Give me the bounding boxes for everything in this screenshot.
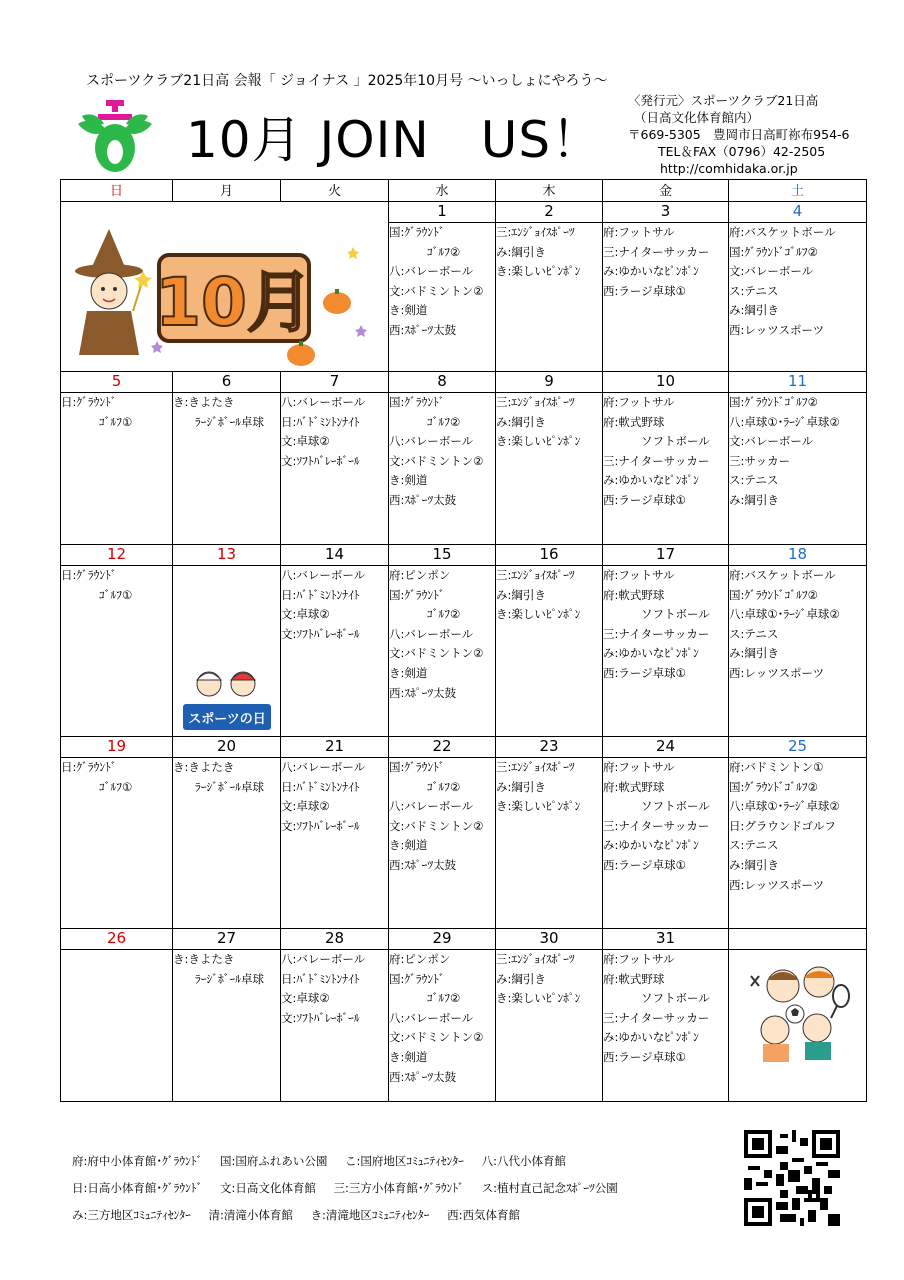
event-item: ﾗｰｼﾞﾎﾞｰﾙ卓球 <box>195 414 264 429</box>
event-item: み:綱引き <box>496 971 546 986</box>
october-witch-illustration <box>61 207 377 367</box>
day-events-cell <box>281 393 389 545</box>
event-item: 国:ｸﾞﾗｳﾝﾄﾞ <box>389 760 445 774</box>
newsletter-subtitle: スポーツクラブ21日高 会報「 ジョイナス 」2025年10月号 ～いっしょにやろう～ <box>86 73 608 89</box>
event-item: ス:テニス <box>729 838 779 853</box>
event-item: み:ゆかいなﾋﾟﾝﾎﾟﾝ <box>603 646 699 661</box>
event-item: 西:ラージ卓球① <box>603 283 686 298</box>
event-item: 府:フットサル <box>603 760 675 774</box>
event-item: き:きよたき <box>173 952 235 966</box>
event-item: 文:バレーボール <box>729 434 814 449</box>
date-number: 9 <box>496 372 603 393</box>
event-item: 日:ﾊﾞﾄﾞﾐﾝﾄﾝﾅｲﾄ <box>281 587 360 602</box>
event-item: 日:ｸﾞﾗｳﾝﾄﾞ <box>61 760 117 774</box>
event-item: 文:バドミントン② <box>389 453 484 468</box>
event-item: み:綱引き <box>729 646 779 661</box>
publisher-line: （日高文化体育館内） <box>634 110 760 125</box>
event-item: 日:ｸﾞﾗｳﾝﾄﾞ <box>61 395 117 409</box>
event-item: 国:ｸﾞﾗｳﾝﾄﾞｺﾞﾙﾌ② <box>729 587 818 602</box>
event-item: 文:卓球② <box>281 991 330 1006</box>
date-number: 10 <box>603 372 729 393</box>
event-item: 府:軟式野球 <box>603 971 665 986</box>
event-item: ｺﾞﾙﾌ② <box>427 991 461 1006</box>
date-number: 19 <box>61 737 173 758</box>
date-number: 5 <box>61 372 173 393</box>
calendar-table <box>60 179 867 1102</box>
event-item: 三:ナイターサッカー <box>603 453 710 468</box>
event-item: き:楽しいﾋﾟﾝﾎﾟﾝ <box>496 991 581 1006</box>
event-item: 西:ラージ卓球① <box>603 1049 686 1064</box>
date-number: 2 <box>496 202 603 223</box>
event-item: 八:卓球①･ﾗｰｼﾞ卓球② <box>729 607 840 622</box>
legend-item: 日:日高小体育館･ｸﾞﾗｳﾝﾄﾞ <box>72 1181 203 1195</box>
event-item: 府:軟式野球 <box>603 587 665 602</box>
event-item: き:楽しいﾋﾟﾝﾎﾟﾝ <box>496 434 581 449</box>
event-item: き:きよたき <box>173 395 235 409</box>
day-events-cell <box>61 950 173 1102</box>
sports-day-label: スポーツの日 <box>187 712 266 727</box>
intro-image-cell <box>61 202 389 372</box>
day-events-cell <box>729 393 867 545</box>
date-number <box>729 929 867 950</box>
day-events-cell <box>496 223 603 372</box>
date-number: 23 <box>496 737 603 758</box>
event-item: 西:ｽﾎﾟｰﾂ太鼓 <box>389 492 457 507</box>
event-item: 三:サッカー <box>729 453 791 468</box>
event-item: み:綱引き <box>729 303 779 318</box>
date-number: 11 <box>729 372 867 393</box>
weekday-fri: 金 <box>603 180 729 202</box>
date-number: 14 <box>281 545 389 566</box>
date-row <box>61 545 867 566</box>
event-item: 三:ナイターサッカー <box>603 626 710 641</box>
event-item: 八:バレーボール <box>389 434 474 449</box>
day-events-cell <box>173 950 281 1102</box>
event-item: き:剣道 <box>389 1049 428 1064</box>
event-item: 府:バスケットボール <box>729 568 836 582</box>
date-number: 25 <box>729 737 867 758</box>
date-number: 31 <box>603 929 729 950</box>
event-item: み:ゆかいなﾋﾟﾝﾎﾟﾝ <box>603 838 699 853</box>
event-item: 三:ｴﾝｼﾞｮｲｽﾎﾟｰﾂ <box>496 395 575 409</box>
event-item: ソフトボール <box>641 434 710 449</box>
event-item: 三:ｴﾝｼﾞｮｲｽﾎﾟｰﾂ <box>496 225 575 239</box>
event-item: 文:卓球② <box>281 434 330 449</box>
weekday-tue: 火 <box>281 180 389 202</box>
event-item: き:楽しいﾋﾟﾝﾎﾟﾝ <box>496 799 581 814</box>
date-number: 22 <box>389 737 496 758</box>
event-item: ソフトボール <box>641 607 710 622</box>
day-events-cell <box>389 758 496 929</box>
day-events-cell <box>603 950 729 1102</box>
weekday-thu: 木 <box>496 180 603 202</box>
date-number: 29 <box>389 929 496 950</box>
date-number: 12 <box>61 545 173 566</box>
event-item: 日:ﾊﾞﾄﾞﾐﾝﾄﾝﾅｲﾄ <box>281 779 360 794</box>
date-number: 15 <box>389 545 496 566</box>
date-number: 27 <box>173 929 281 950</box>
day-events-cell <box>281 950 389 1102</box>
day-events-cell <box>389 566 496 737</box>
day-events-cell <box>173 758 281 929</box>
day-events-cell <box>281 758 389 929</box>
event-item: ｺﾞﾙﾌ② <box>427 244 461 259</box>
event-item: み:ゆかいなﾋﾟﾝﾎﾟﾝ <box>603 473 699 488</box>
date-number: 7 <box>281 372 389 393</box>
publisher-line: 〈発行元〉スポーツクラブ21日高 <box>628 93 819 108</box>
event-item: 西:ラージ卓球① <box>603 857 686 872</box>
date-number: 30 <box>496 929 603 950</box>
legend-item: こ:国府地区ｺﾐｭﾆﾃｨｾﾝﾀｰ <box>345 1154 464 1168</box>
event-item: 西:ラージ卓球① <box>603 665 686 680</box>
weekday-header-row <box>61 180 867 202</box>
event-item: 三:ナイターサッカー <box>603 1010 710 1025</box>
event-item: 府:フットサル <box>603 225 675 239</box>
event-item: 文:卓球② <box>281 799 330 814</box>
event-item: き:剣道 <box>389 838 428 853</box>
event-item: 西:ｽﾎﾟｰﾂ太鼓 <box>389 1069 457 1084</box>
event-item: 文:バドミントン② <box>389 1030 484 1045</box>
event-item: み:綱引き <box>496 587 546 602</box>
event-item: 文:バドミントン② <box>389 283 484 298</box>
event-item: 府:フットサル <box>603 395 675 409</box>
event-item: 西:ラージ卓球① <box>603 492 686 507</box>
publisher-url[interactable]: http://comhidaka.or.jp <box>660 161 798 176</box>
date-row <box>61 737 867 758</box>
legend-item: 三:三方小体育館･ｸﾞﾗｳﾝﾄﾞ <box>333 1181 464 1195</box>
day-events-cell <box>281 566 389 737</box>
legend-item: み:三方地区ｺﾐｭﾆﾃｨｾﾝﾀｰ <box>72 1208 191 1222</box>
event-item: み:綱引き <box>496 244 546 259</box>
legend-item: 国:国府ふれあい公園 <box>220 1154 328 1168</box>
date-number: 16 <box>496 545 603 566</box>
day-events-cell <box>496 950 603 1102</box>
legend-item: 府:府中小体育館･ｸﾞﾗｳﾝﾄﾞ <box>72 1154 203 1168</box>
event-item: 文:バドミントン② <box>389 818 484 833</box>
event-item: 日:グラウンドゴルフ <box>729 818 836 833</box>
legend-row <box>72 1202 632 1229</box>
day-events-cell <box>603 393 729 545</box>
event-item: 西:ｽﾎﾟｰﾂ太鼓 <box>389 857 457 872</box>
event-item: 日:ﾊﾞﾄﾞﾐﾝﾄﾝﾅｲﾄ <box>281 414 360 429</box>
day-events-cell <box>496 566 603 737</box>
date-number: 28 <box>281 929 389 950</box>
day-events-cell <box>173 393 281 545</box>
day-events-cell <box>603 223 729 372</box>
legend-item: き:清滝地区ｺﾐｭﾆﾃｨｾﾝﾀｰ <box>310 1208 430 1222</box>
event-item: 国:ｸﾞﾗｳﾝﾄﾞ <box>389 225 445 239</box>
day-events-cell <box>389 393 496 545</box>
legend-item: ス:植村直己記念ｽﾎﾟｰﾂ公園 <box>481 1181 618 1195</box>
date-row <box>61 372 867 393</box>
day-events-cell <box>61 758 173 929</box>
day-events-cell <box>729 950 867 1102</box>
event-item: ス:テニス <box>729 283 779 298</box>
day-events-cell <box>61 393 173 545</box>
day-events-cell <box>496 393 603 545</box>
event-item: 日:ｸﾞﾗｳﾝﾄﾞ <box>61 568 117 582</box>
event-item: ﾗｰｼﾞﾎﾞｰﾙ卓球 <box>195 779 264 794</box>
event-item: 府:バスケットボール <box>729 225 836 239</box>
date-number: 17 <box>603 545 729 566</box>
event-item: 府:バドミントン① <box>729 760 824 774</box>
event-item: ソフトボール <box>641 799 710 814</box>
event-item: み:ゆかいなﾋﾟﾝﾎﾟﾝ <box>603 264 699 279</box>
event-item: 西:ｽﾎﾟｰﾂ太鼓 <box>389 685 457 700</box>
event-item: 国:ｸﾞﾗｳﾝﾄﾞ <box>389 395 445 409</box>
date-number: 18 <box>729 545 867 566</box>
event-item: ﾗｰｼﾞﾎﾞｰﾙ卓球 <box>195 971 264 986</box>
event-item: み:綱引き <box>729 492 779 507</box>
event-item: 府:フットサル <box>603 568 675 582</box>
date-number: 21 <box>281 737 389 758</box>
event-item: 府:フットサル <box>603 952 675 966</box>
event-item: 国:ｸﾞﾗｳﾝﾄﾞｺﾞﾙﾌ② <box>729 244 818 259</box>
event-item: 国:ｸﾞﾗｳﾝﾄﾞ <box>389 971 445 986</box>
date-number: 20 <box>173 737 281 758</box>
event-item: 府:軟式野球 <box>603 779 665 794</box>
events-row <box>61 758 867 929</box>
october-big-text: 10月 <box>155 263 313 341</box>
event-item: 府:軟式野球 <box>603 414 665 429</box>
event-item: き:楽しいﾋﾟﾝﾎﾟﾝ <box>496 264 581 279</box>
event-item: 文:ｿﾌﾄﾊﾞﾚｰﾎﾞｰﾙ <box>281 1010 360 1025</box>
publisher-info <box>628 92 850 177</box>
qr-code-icon[interactable] <box>744 1130 840 1226</box>
event-item: ｺﾞﾙﾌ① <box>99 414 133 429</box>
event-item: 府:ピンポン <box>389 568 451 582</box>
date-number: 1 <box>389 202 496 223</box>
event-item: み:綱引き <box>729 857 779 872</box>
legend-item: 清:清滝小体育館 <box>208 1208 293 1222</box>
event-item: 八:バレーボール <box>281 952 366 966</box>
weekday-mon: 月 <box>173 180 281 202</box>
date-number: 24 <box>603 737 729 758</box>
date-number: 3 <box>603 202 729 223</box>
event-item: み:綱引き <box>496 779 546 794</box>
sports-day-illustration <box>179 664 275 736</box>
date-number: 13 <box>173 545 281 566</box>
events-row <box>61 950 867 1102</box>
event-item: ｺﾞﾙﾌ② <box>427 414 461 429</box>
day-events-cell <box>603 566 729 737</box>
event-item: 八:バレーボール <box>389 626 474 641</box>
event-item: 八:バレーボール <box>389 264 474 279</box>
event-item: ソフトボール <box>641 991 710 1006</box>
day-events-cell <box>389 223 496 372</box>
event-item: 西:レッツスポーツ <box>729 322 825 337</box>
event-item: 三:ｴﾝｼﾞｮｲｽﾎﾟｰﾂ <box>496 952 575 966</box>
event-item: 文:ｿﾌﾄﾊﾞﾚｰﾎﾞｰﾙ <box>281 453 360 468</box>
event-item: 日:ﾊﾞﾄﾞﾐﾝﾄﾝﾅｲﾄ <box>281 971 360 986</box>
event-item: み:ゆかいなﾋﾟﾝﾎﾟﾝ <box>603 1030 699 1045</box>
event-item: 文:卓球② <box>281 607 330 622</box>
publisher-address: 〒669-5305 豊岡市日高町祢布954-6 <box>628 127 850 142</box>
event-item: ｺﾞﾙﾌ② <box>427 607 461 622</box>
club-logo-icon <box>76 96 154 176</box>
event-item: 八:バレーボール <box>281 395 366 409</box>
weekday-wed: 水 <box>389 180 496 202</box>
event-item: き:きよたき <box>173 760 235 774</box>
event-item: ｺﾞﾙﾌ① <box>99 587 133 602</box>
calendar-body <box>61 180 867 1102</box>
event-item: 西:レッツスポーツ <box>729 877 825 892</box>
events-row <box>61 566 867 737</box>
event-item: み:綱引き <box>496 414 546 429</box>
date-number: 8 <box>389 372 496 393</box>
event-item: 三:ナイターサッカー <box>603 244 710 259</box>
event-item: 三:ナイターサッカー <box>603 818 710 833</box>
day-events-cell <box>496 758 603 929</box>
event-item: 八:バレーボール <box>389 1010 474 1025</box>
event-item: 文:ｿﾌﾄﾊﾞﾚｰﾎﾞｰﾙ <box>281 818 360 833</box>
event-item: 西:ｽﾎﾟｰﾂ太鼓 <box>389 322 457 337</box>
event-item: き:剣道 <box>389 303 428 318</box>
events-row <box>61 393 867 545</box>
event-item: 三:ｴﾝｼﾞｮｲｽﾎﾟｰﾂ <box>496 568 575 582</box>
day-events-cell <box>729 566 867 737</box>
day-events-cell <box>61 566 173 737</box>
event-item: 西:レッツスポーツ <box>729 665 825 680</box>
day-events-cell <box>729 758 867 929</box>
event-item: 八:バレーボール <box>281 568 366 582</box>
kids-sports-illustration <box>743 956 853 1066</box>
event-item: 三:ｴﾝｼﾞｮｲｽﾎﾟｰﾂ <box>496 760 575 774</box>
event-item: 国:ｸﾞﾗｳﾝﾄﾞ <box>389 587 445 602</box>
date-number: 6 <box>173 372 281 393</box>
date-row <box>61 202 867 223</box>
event-item: 国:ｸﾞﾗｳﾝﾄﾞｺﾞﾙﾌ② <box>729 395 818 409</box>
event-item: 文:ｿﾌﾄﾊﾞﾚｰﾎﾞｰﾙ <box>281 626 360 641</box>
weekday-sun: 日 <box>61 180 173 202</box>
event-item: 八:卓球①･ﾗｰｼﾞ卓球② <box>729 414 840 429</box>
date-row <box>61 929 867 950</box>
event-item: 八:卓球①･ﾗｰｼﾞ卓球② <box>729 799 840 814</box>
day-events-cell <box>389 950 496 1102</box>
event-item: 国:ｸﾞﾗｳﾝﾄﾞｺﾞﾙﾌ② <box>729 779 818 794</box>
event-item: ｺﾞﾙﾌ② <box>427 779 461 794</box>
day-events-cell <box>729 223 867 372</box>
event-item: ス:テニス <box>729 626 779 641</box>
legend-row <box>72 1175 632 1202</box>
day-events-cell <box>173 566 281 737</box>
legend-item: 西:西気体育館 <box>447 1208 520 1222</box>
legend-item: 文:日高文化体育館 <box>220 1181 316 1195</box>
event-item: き:剣道 <box>389 473 428 488</box>
publisher-phone: TEL＆FAX（0796）42-2505 <box>658 144 826 159</box>
event-item: ス:テニス <box>729 473 779 488</box>
venue-legend <box>72 1148 632 1229</box>
page-title: 10月 JOIN US！ <box>186 111 603 169</box>
event-item: 八:バレーボール <box>389 799 474 814</box>
event-item: き:楽しいﾋﾟﾝﾎﾟﾝ <box>496 607 581 622</box>
event-item: 八:バレーボール <box>281 760 366 774</box>
legend-row <box>72 1148 632 1175</box>
date-number: 26 <box>61 929 173 950</box>
event-item: 文:バレーボール <box>729 264 814 279</box>
weekday-sat: 土 <box>729 180 867 202</box>
event-item: 文:バドミントン② <box>389 646 484 661</box>
day-events-cell <box>603 758 729 929</box>
event-item: き:剣道 <box>389 665 428 680</box>
event-item: 府:ピンポン <box>389 952 451 966</box>
legend-item: 八:八代小体育館 <box>481 1154 566 1168</box>
date-number: 4 <box>729 202 867 223</box>
event-item: ｺﾞﾙﾌ① <box>99 779 133 794</box>
